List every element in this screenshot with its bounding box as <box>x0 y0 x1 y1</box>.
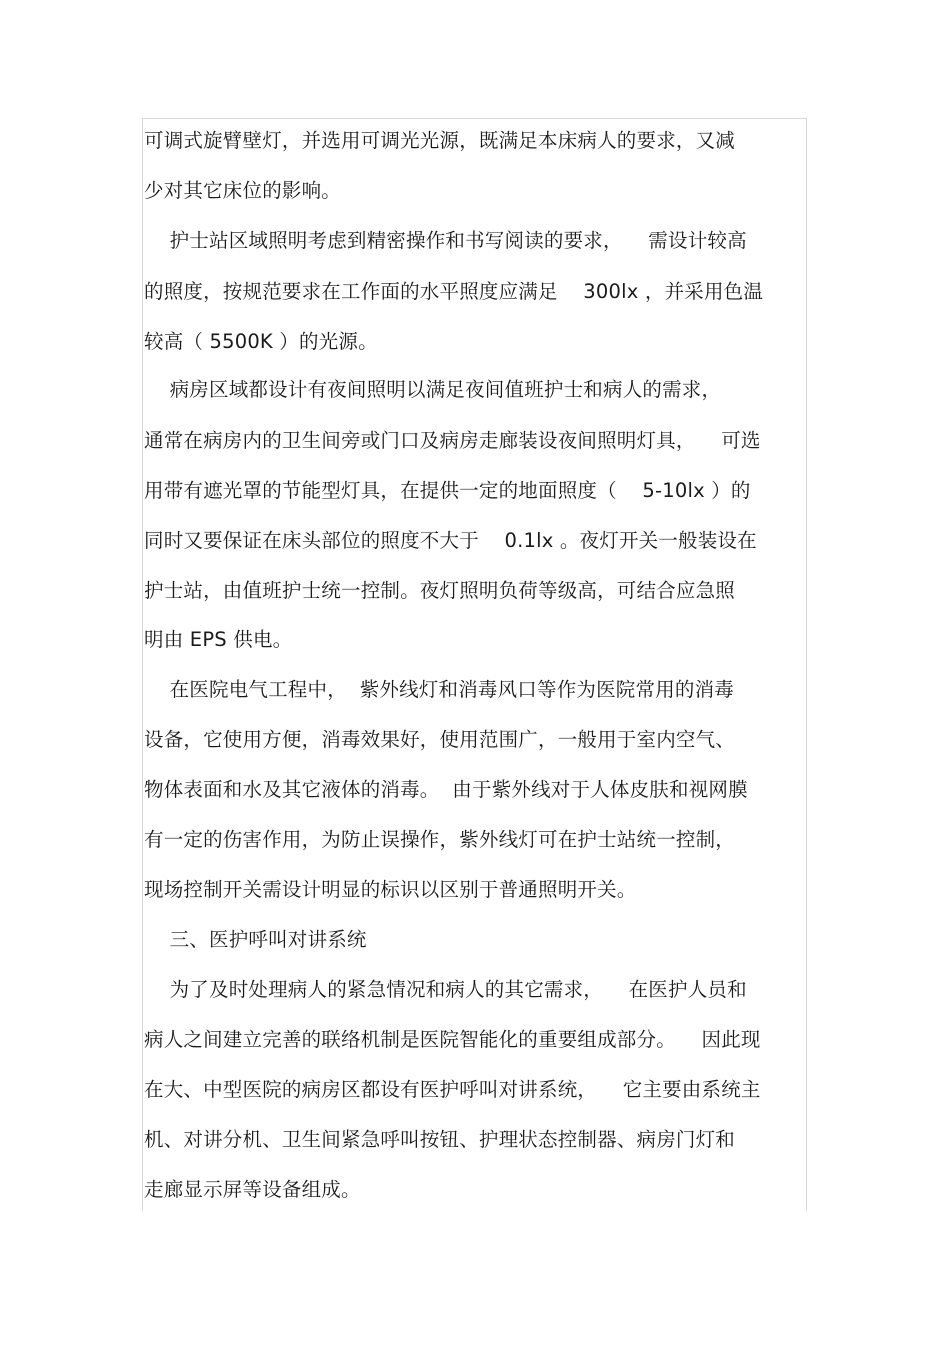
text-line: 病人之间建立完善的联络机制是医院智能化的重要组成部分。 因此现 <box>144 1028 761 1051</box>
text-line: 通常在病房内的卫生间旁或门口及病房走廊装设夜间照明灯具， 可选 <box>144 429 761 452</box>
text-line: 设备，它使用方便，消毒效果好，使用范围广，一般用于室内空气、 <box>144 728 736 751</box>
text-line: 机、对讲分机、卫生间紧急呼叫按钮、护理状态控制器、病房门灯和 <box>144 1128 736 1151</box>
text-line: 现场控制开关需设计明显的标识以区别于普通照明开关。 <box>144 878 637 901</box>
text-line: 有一定的伤害作用，为防止误操作，紫外线灯可在护士站统一控制， <box>144 828 736 851</box>
text-line: 物体表面和水及其它液体的消毒。 由于紫外线对于人体皮肤和视网膜 <box>144 778 748 801</box>
text-line: 护士站，由值班护士统一控制。夜灯照明负荷等级高，可结合应急照 <box>144 579 736 602</box>
text-line: 同时又要保证在床头部位的照度不大于 0.1lx 。夜灯开关一般装设在 <box>144 529 757 552</box>
text-line: 可调式旋臂壁灯，并选用可调光光源，既满足本床病人的要求，又减 <box>144 129 736 152</box>
text-line: 的照度，按规范要求在工作面的水平照度应满足 300lx ，并采用色温 <box>144 280 764 303</box>
section-heading: 三、医护呼叫对讲系统 <box>144 928 367 951</box>
text-line: 为了及时处理病人的紧急情况和病人的其它需求， 在医护人员和 <box>144 978 747 1001</box>
text-line: 较高（ 5500K ）的光源。 <box>144 330 378 353</box>
text-line: 少对其它床位的影响。 <box>144 179 342 202</box>
text-line: 病房区域都设计有夜间照明以满足夜间值班护士和病人的需求， <box>144 378 722 401</box>
text-line: 护士站区域照明考虑到精密操作和书写阅读的要求， 需设计较高 <box>144 229 747 252</box>
text-line: 走廊显示屏等设备组成。 <box>144 1178 361 1201</box>
text-line: 明由 EPS 供电。 <box>144 628 293 651</box>
text-line: 用带有遮光罩的节能型灯具，在提供一定的地面照度（ 5-10lx ）的 <box>144 479 751 502</box>
text-line: 在医院电气工程中， 紫外线灯和消毒风口等作为医院常用的消毒 <box>144 678 734 701</box>
text-line: 在大、中型医院的病房区都设有医护呼叫对讲系统， 它主要由系统主 <box>144 1078 761 1101</box>
